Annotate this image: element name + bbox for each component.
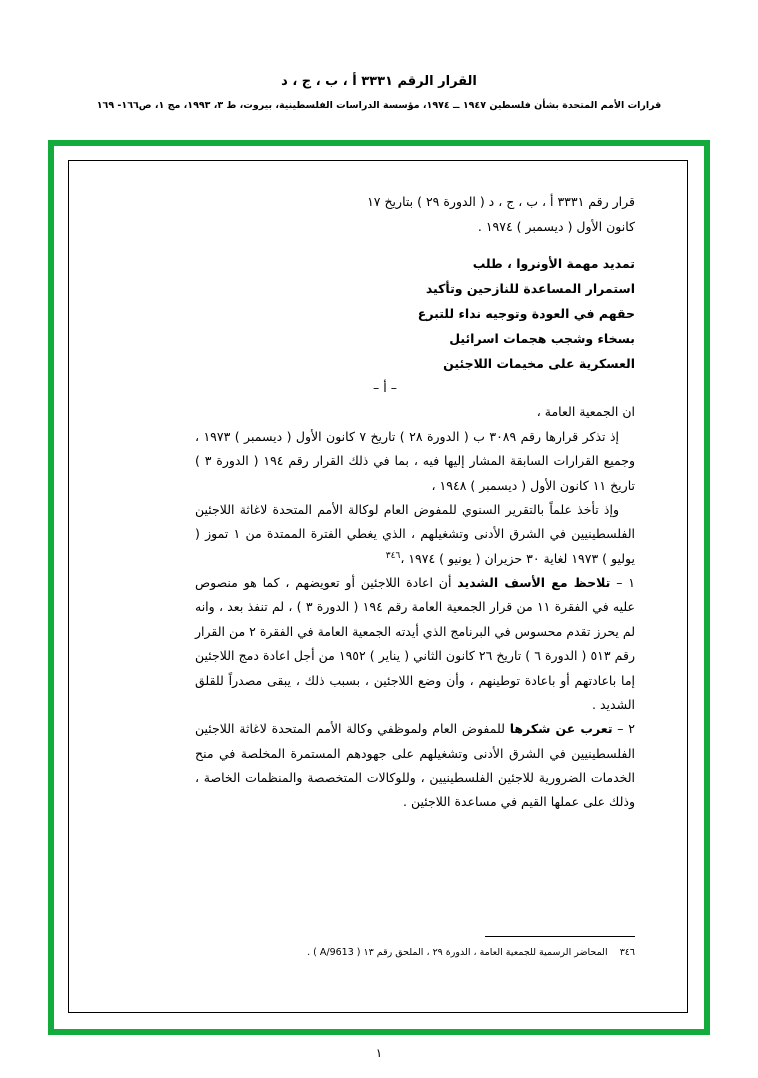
recital-paragraph-2-text: وإذ تأخذ علماً بالتقرير السنوي للمفوض العام لوكالة الأمم المتحدة لاغاثة اللاجئين الفلسطينيين في الشرق الأدنى وتشغيلهم ، الذي يغطي الفترة الممتدة من ١ تموز ( يوليو ) ١٩٧٣ لغاية ٣٠ حزيران ( يونيو ) ١٩٧٤ ،	[195, 501, 635, 566]
operative-paragraph-2	[195, 717, 635, 815]
resolution-subject-line: بسخاء وشجب هجمات اسرائيل	[449, 331, 635, 346]
resolution-subject-line: استمرار المساعدة للنازحين وتأكيد	[425, 281, 635, 296]
resolution-body	[195, 189, 635, 815]
resolution-heading-line-1: قرار رقم ٣٣٣١ أ ، ب ، ج ، د ( الدورة ٢٩ ) بتاريخ ١٧	[367, 194, 635, 209]
resolution-subject-line: تمديد مهمة الأونروا ، طلب	[472, 256, 635, 271]
operative-paragraph-1-number: ١ –	[616, 575, 635, 590]
section-marker: – أ –	[373, 380, 397, 395]
operative-paragraph-2-lead: تعرب عن شكرها	[509, 721, 613, 737]
operative-paragraph-2-text: للمفوض العام ولموظفي وكالة الأمم المتحدة لاغاثة اللاجئين الفلسطينيين في الشرق الأدنى وتشغيلهم على جهودهم المستمرة المخلصة في منح الخدمات الضرورية للاجئين الفلسطينيين ، وللوكالات المتخصصة والمنظمات الخاصة ، وذلك على عملها القيم في مساعدة اللاجئين .	[195, 721, 635, 810]
resolution-heading-line-2: كانون الأول ( ديسمبر ) ١٩٧٤ .	[477, 219, 635, 234]
footnote-entry	[195, 945, 635, 960]
green-border-frame	[48, 140, 710, 1035]
document-title: القرار الرقم ٣٣٣١ أ ، ب ، ج ، د	[281, 74, 477, 89]
operative-paragraph-1-text: أن اعادة اللاجئين أو تعويضهم ، كما هو منصوص عليه في الفقرة ١١ من قرار الجمعية العامة رقم ١٩٤ ( الدورة ٣ ) ، لم تنفذ بعد ، وانه لم يحرز تقدم محسوس في البرنامج الذي أيدته الجمعية العامة في الفقرة ٢ من القرار رقم ٥١٣ ( الدورة ٦ ) تاريخ ٢٦ كانون الثاني ( يناير ) ١٩٥٢ من أجل اعادة دمج اللاجئين إما باعادتهم أو باعادة توطينهم ، وأن وضع اللاجئين ، بسبب ذلك ، يبقى مصدراً للقلق الشديد .	[195, 575, 636, 712]
preamble-lead: ان الجمعية العامة ،	[536, 404, 635, 420]
resolution-subject-line: حقهم في العودة وتوجيه نداء للتبرع	[417, 306, 635, 321]
recital-paragraph-2	[195, 498, 635, 571]
footnote-area	[195, 936, 635, 960]
footnote-separator	[485, 936, 635, 937]
operative-paragraph-2-number: ٢ –	[617, 721, 635, 737]
resolution-subject-title	[195, 251, 635, 376]
inner-border-frame	[68, 160, 688, 1013]
document-source-line: قرارات الأمم المتحدة بشأن فلسطين ١٩٤٧ ــ ١٩٧٤، مؤسسة الدراسات الفلسطينية، بيروت، ط ٣، ١٩٩٣، مج ١، ص١٦٦- ١٦٩	[96, 99, 662, 111]
operative-paragraph-1	[195, 571, 635, 717]
footnote-text: المحاضر الرسمية للجمعية العامة ، الدورة ٢٩ ، الملحق رقم ١٣ ( A/9613 ) .	[307, 946, 608, 958]
resolution-subject-line: العسكرية على مخيمات اللاجئين	[443, 356, 635, 371]
footnote-reference-346: ٣٤٦	[385, 550, 401, 561]
document-header	[0, 72, 758, 113]
operative-paragraph-1-lead: تلاحظ مع الأسف الشديد	[457, 575, 611, 590]
footnote-number: ٣٤٦	[619, 946, 635, 958]
recital-paragraph-1: إذ تذكر قرارها رقم ٣٠٨٩ ب ( الدورة ٢٨ ) تاريخ ٧ كانون الأول ( ديسمبر ) ١٩٧٣ ، وجميع القرارات السابقة المشار إليها فيه ، بما في ذلك القرار رقم ١٩٤ ( الدورة ٣ ) تاريخ ١١ كانون الأول ( ديسمبر ) ١٩٤٨ ،	[195, 428, 635, 493]
page-number: ١	[375, 1046, 383, 1060]
